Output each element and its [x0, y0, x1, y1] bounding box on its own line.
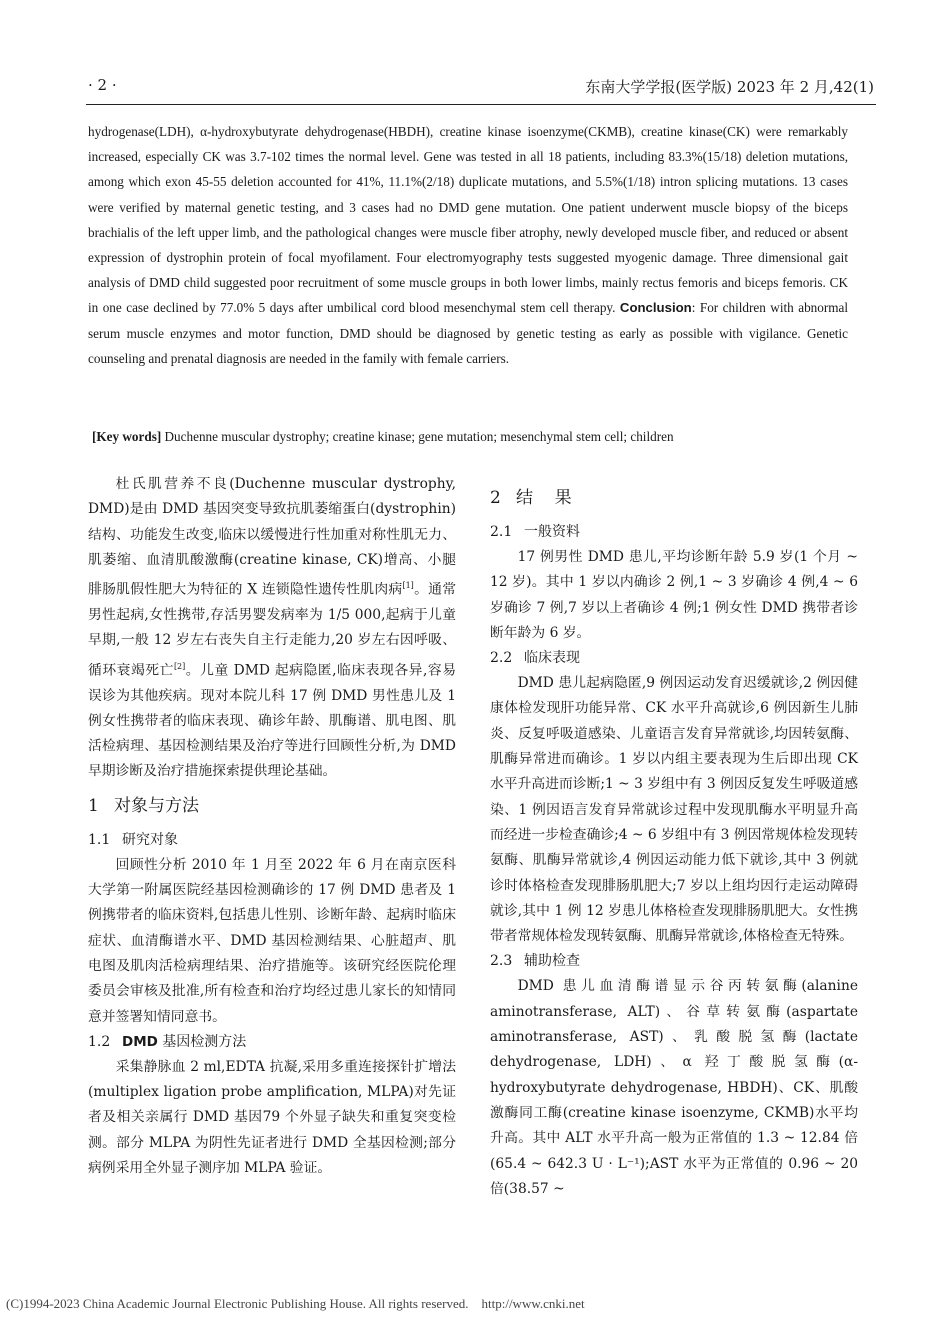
section-2-heading: 2 结 果: [490, 488, 572, 508]
left-column: [88, 472, 456, 1181]
ref-1: [1]: [402, 581, 414, 591]
abstract-text: hydrogenase(LDH), α-hydroxybutyrate dehydrogenase(HBDH), creatine kinase isoenzyme(CKMB), creatine kinase(CK) were remarkably increased, especially CK was 3.7-102 times the normal level. Gene was tested in all 18 patients, including 83.3%(15/18) deletion mutations, among which exon 45-55 deletion accounted for 41%, 11.1%(2/18) duplicate mutations, and 5.5%(1/18) intron splicing mutations. 13 cases were verified by maternal genetic testing, and 3 cases had no DMD gene mutation. One patient underwent muscle biopsy of the biceps brachialis of the left upper limb, and the pathological changes were muscle fiber atrophy, newly developed muscle fiber, and reduced or absent expression of dystrophin protein of focal myofilament. Four electromyography tests suggested myogenic damage. Three dimensional gait analysis of DMD child suggested poor recruitment of some muscle groups in both lower limbs, mainly rectus femoris and biceps femoris. CK in one case declined by 77.0% 5 days after umbilical cord blood mesenchymal stem cell therapy.: [88, 124, 848, 316]
keywords-label: [Key words]: [92, 429, 162, 444]
section-2-2-text: DMD 患儿起病隐匿,9 例因运动发育迟缓就诊,2 例因健康体检发现肝功能异常、CK 水平升高就诊,6 例因新生儿肺炎、反复呼吸道感染、儿童语言发育异常就诊,均因转氨酶、肌酶异常进而确诊。1 岁以内组主要表现为生后即出现 CK 水平升高进而诊断;1 ~ 3 岁组中有 3 例因反复发生呼吸道感染、1 例因语言发育异常就诊过程中发现肌酶水平明显升高而经进一步检查确诊;4 ~ 6 岁组中有 3 例因常规体检发现转氨酶、肌酶异常就诊,4 例因运动能力低下就诊,其中 3 例就诊时体格检查发现腓肠肌肥大;7 岁以上组均因行走运动障碍就诊,其中 1 例 12 岁患儿体格检查发现腓肠肌肥大。女性携带者常规体检发现转氨酶、肌酶异常就诊,体格检查无特殊。: [490, 675, 859, 945]
section-2-1-text: 17 例男性 DMD 患儿,平均诊断年龄 5.9 岁(1 个月 ~ 12 岁)。其中 1 岁以内确诊 2 例,1 ~ 3 岁确诊 4 例,4 ~ 6 岁确诊 7 例,7 岁以上者确诊 4 例;1 例女性 DMD 携带者诊断年龄为 6 岁。: [490, 549, 858, 641]
journal-header: 东南大学学报(医学版) 2023 年 2 月,42(1): [585, 78, 874, 96]
intro-paragraph: 杜氏肌营养不良(Duchenne muscular dystrophy, DMD)是由 DMD 基因突变导致抗肌萎缩蛋白(dystrophin)结构、功能发生改变,临床以缓慢进行性加重对称性肌无力、肌萎缩、血清肌酸激酶(creatine kinase, CK)增高、小腿腓肠肌假性肥大为特征的 X 连锁隐性遗传性肌肉病[1]。通常男性起病,女性携带,存活男婴发病率为 1/5 000,起病于儿童早期,一般 12 岁左右丧失自主行走能力,20 岁左右因呼吸、循环衰竭死亡[2]。儿童 DMD 起病隐匿,临床表现各异,容易误诊为其他疾病。现对本院儿科 17 例 DMD 男性患儿及 1 例女性携带者的临床表现、确诊年龄、肌酶谱、肌电图、肌活检病理、基因检测结果及治疗等进行回顾性分析,为 DMD 早期诊断及治疗措施探索提供理论基础。: [88, 476, 457, 780]
header-rule: [86, 104, 876, 105]
section-2-3-text: DMD 患儿血清酶谱显示谷丙转氨酶(alanine aminotransferase, ALT)、谷草转氨酶(aspartate aminotransferase, AST)、乳酸脱氢酶(lactate dehydrogenase, LDH)、α 羟丁酸脱氢酶(α-hydroxybutyrate dehydrogenase, HBDH)、CK、肌酸激酶同工酶(creatine kinase isoenzyme, CKMB)水平均升高。其中 ALT 水平升高一般为正常值的 1.3 ~ 12.84 倍(65.4 ~ 642.3 U · L⁻¹);AST 水平为正常值的 0.96 ~ 20 倍(38.57 ~: [490, 978, 858, 1197]
ref-2: [2]: [173, 661, 186, 671]
copyright-footer: (C)1994-2023 China Academic Journal Electronic Publishing House. All rights reserved. http://www.cnki.net: [6, 1296, 585, 1311]
conclusion-label: Conclusion: [619, 300, 692, 316]
abstract-continuation: [88, 119, 848, 371]
section-2-3-heading: 2.3 辅助检查: [490, 953, 580, 970]
right-column: [490, 484, 858, 1202]
section-1-1-heading: 1.1 研究对象: [88, 831, 178, 848]
section-1-2-heading: 1.2 DMD 基因检测方法: [88, 1033, 247, 1050]
section-1-heading: 1 对象与方法: [88, 795, 199, 816]
section-1-1-text: 回顾性分析 2010 年 1 月至 2022 年 6 月在南京医科大学第一附属医院经基因检测确诊的 17 例 DMD 患者及 1 例携带者的临床资料,包括患儿性别、诊断年龄、起病时临床症状、血清酶谱水平、DMD 基因检测结果、心脏超声、肌电图及肌肉活检病理结果、治疗措施等。该研究经医院伦理委员会审核及批准,所有检查和治疗均经过患儿家长的知情同意并签署知情同意书。: [88, 856, 456, 1025]
page-number: · 2 ·: [88, 76, 117, 94]
keywords-text: Duchenne muscular dystrophy; creatine kinase; gene mutation; mesenchymal stem cell; children: [164, 429, 674, 444]
section-1-2-text: 采集静脉血 2 ml,EDTA 抗凝,采用多重连接探针扩增法(multiplex ligation probe amplification, MLPA)对先证者及相关亲属行 DMD 基因79 个外显子缺失和重复突变检测。部分 MLPA 为阴性先证者进行 DMD 全基因检测;部分病例采用全外显子测序加 MLPA 验证。: [88, 1058, 456, 1177]
section-2-2-heading: 2.2 临床表现: [490, 650, 580, 667]
section-2-1-heading: 2.1 一般资料: [490, 524, 580, 540]
keywords: [92, 425, 852, 449]
conclusion-text: : For children with abnormal serum muscle enzymes and motor function, DMD should be diagnosed by genetic testing as early as possible with vigilance. Genetic counseling and prenatal diagnosis are needed in the family with female carriers.: [88, 300, 849, 366]
